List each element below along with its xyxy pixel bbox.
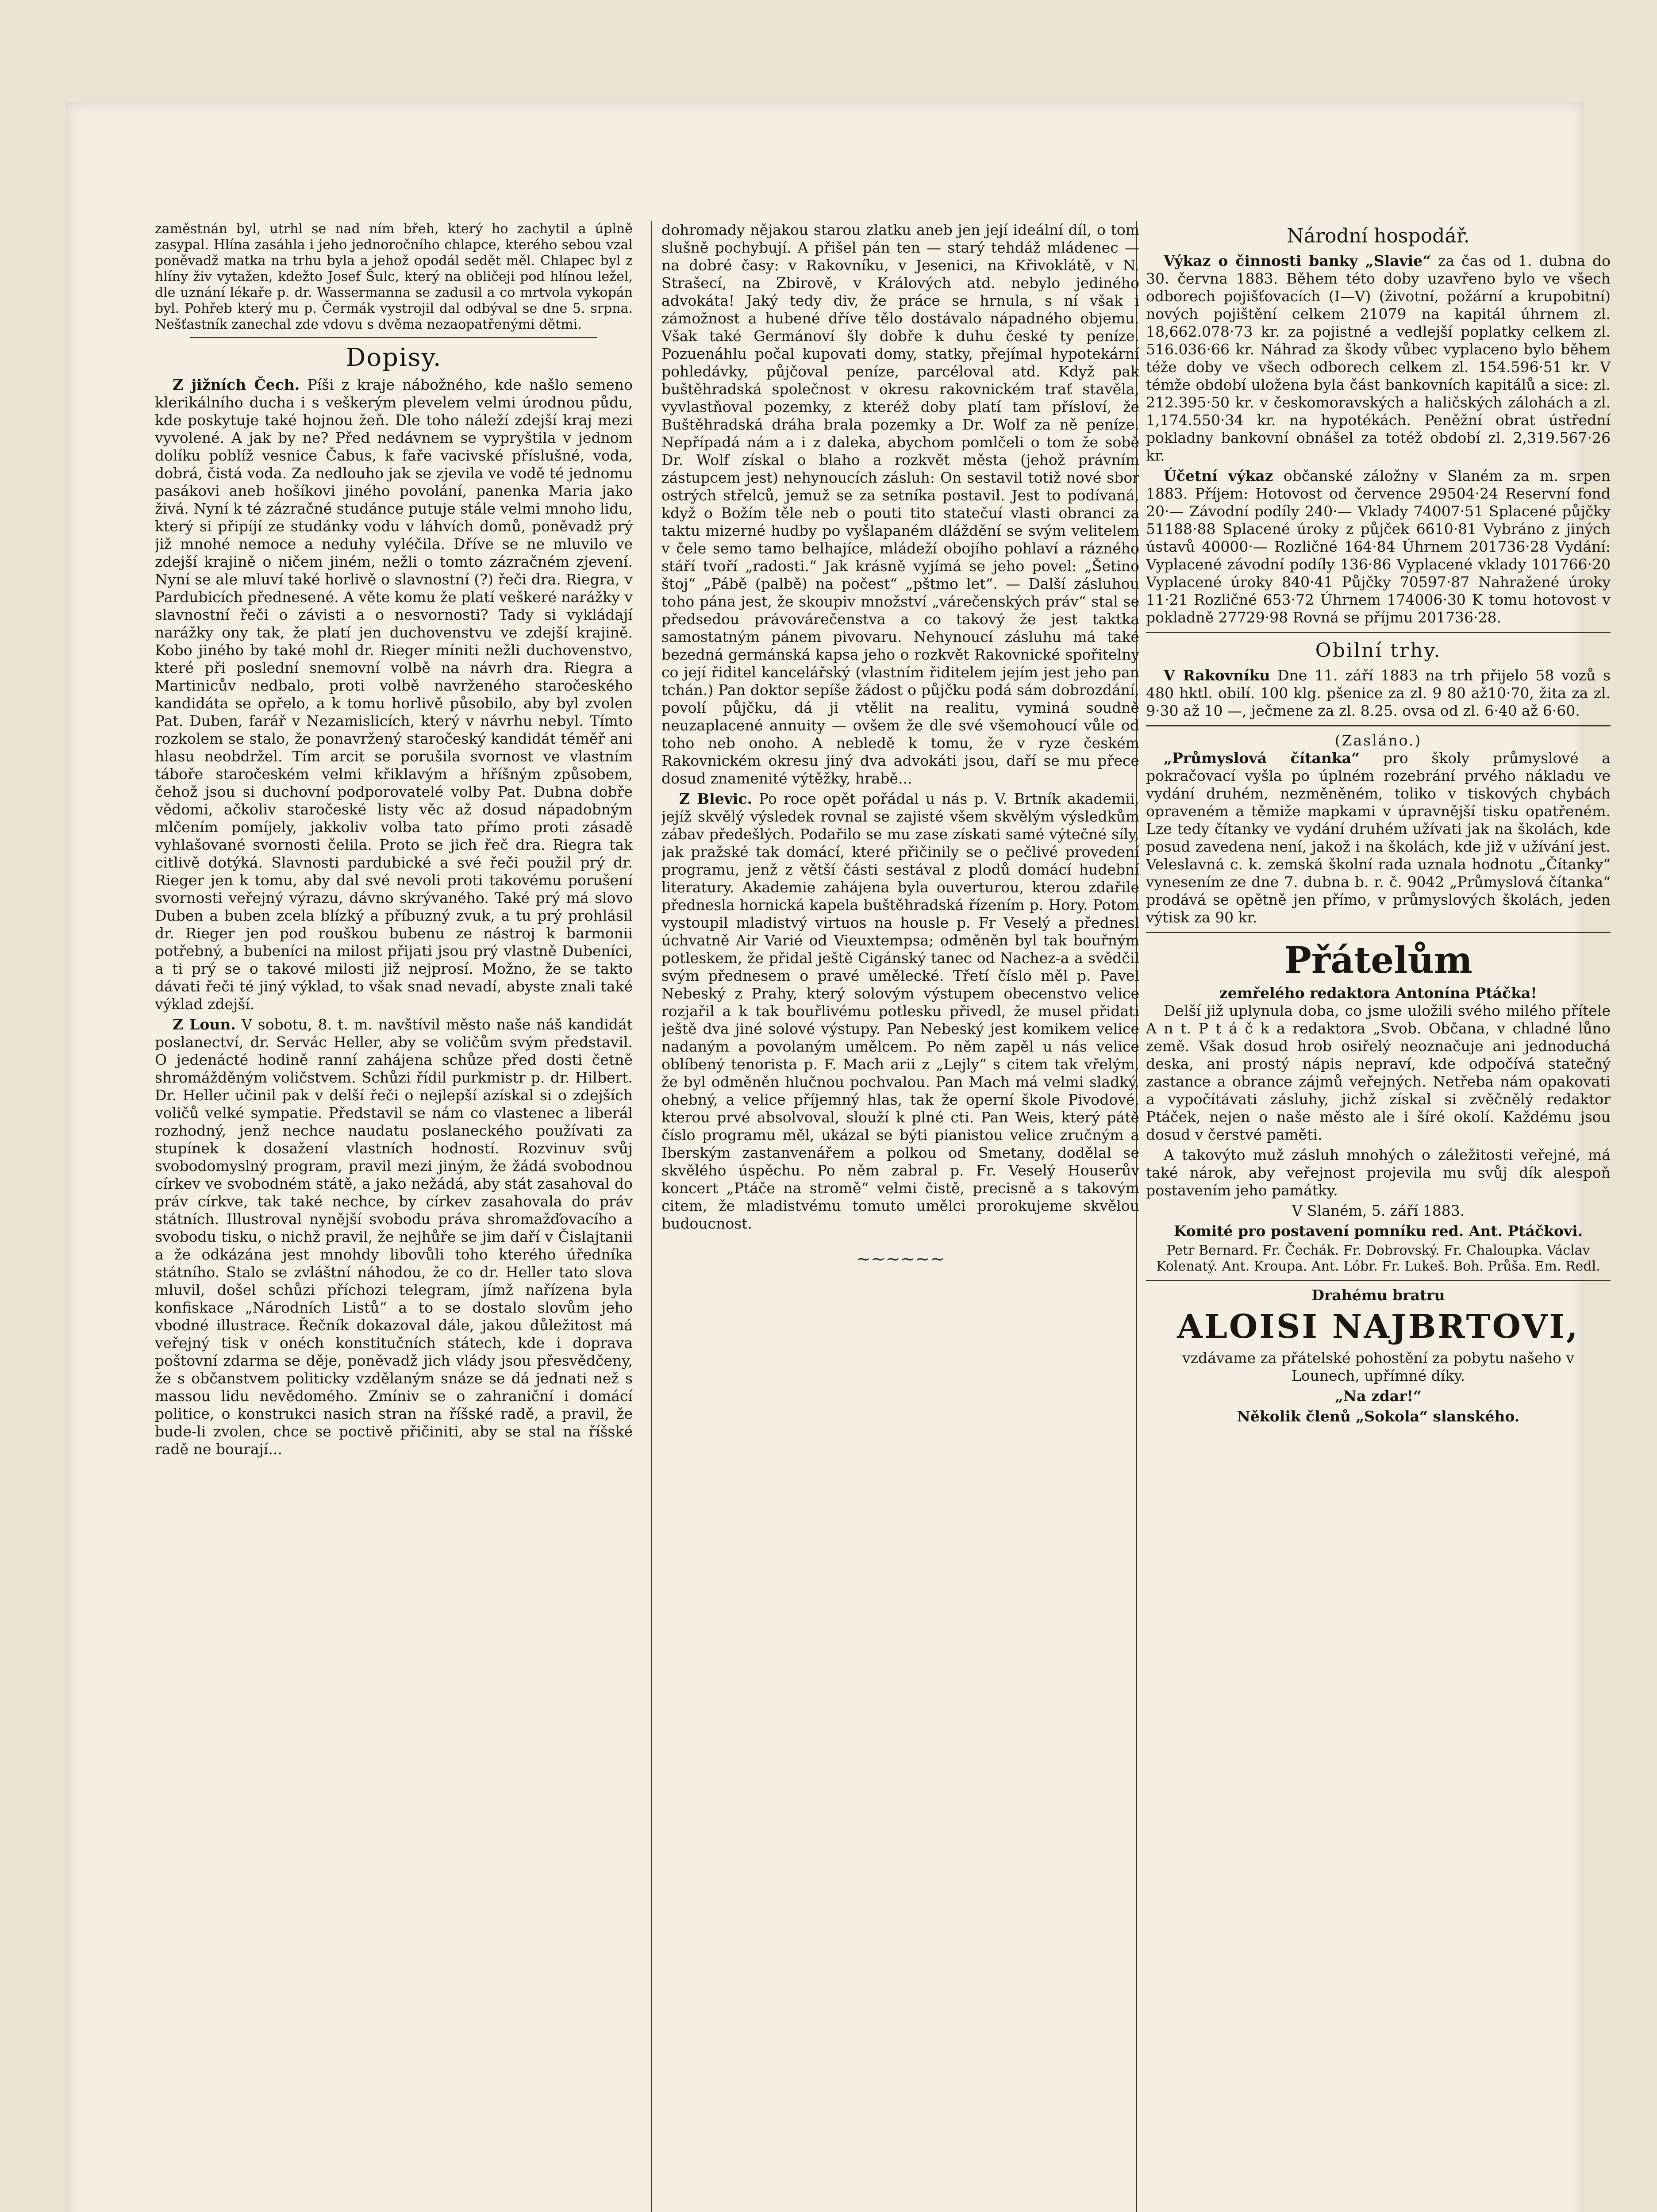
brother-name: ALOISI NAJBRTOVI, [1177,1308,1580,1346]
market-place: V Rakovníku [1164,667,1270,684]
section-heading-markets: Obilní trhy. [1315,639,1442,662]
letter-text: V sobotu, 8. t. m. navštívil město naše náš kandidát poslanectví, dr. Servác Heller, aby se voličům svým představil. O jedenácté hodině ranní zahájena schůze před dosti četně shromážděným voličstvem. Schůzi řídil purkmistr p. dr. Hilbert. Dr. Heller učinil pak v delší řeči o nejlepší azískal si o zdejších voličů velké sympatie. Představil se nám co vlastenec a liberál rozhodný, jenž nechce naudatu poslaneckého používati za stupínek k dosažení vlastních hodností. Rozvinuv svůj svobodomyslný program, pravil mezi jiným, že žádá svobodnou církev ve svobodném státě, a jako nežádá, aby stát zasahoval do práv církve, tak také nechce, by církev zasahovala do práv státních. Illustroval nynější svobodu práva shromažďovacího a svobodu tisku, o nichž pravil, že nejhůře se jim daří v Čislajtanii a že odkázána jest mnohdy libovůli toho kterého úředníka státního. Stalo se zvláštní náhodou, že co dr. Heller tato slova mluvil, došel schůzi příchozi telegram, jímž nařízena byla konfiskace „Národních Listů“ a to se dostalo slovům jeho vbodné illustrace. Řečník dokazoval dále, jakou důležitost má veřejný tisk v onéch konstitučních státech, kde i doprava poštovní zdarma se děje, poněvadž jich vlády jsou přesvědčeny, že s občanstvem politicky vzdělaným snáze se dá jednati než s massou lidu nevědomého. Zmíniv se o zahraniční i domácí politice, o konstrukci nasich stran na říšské radě, a pravil, že bude-li zvolen, chce se poctivě přičiniti, aby se stal na říšské radě ne bourají... [155,1016,633,1458]
divider [1146,725,1611,726]
sign-place: V Slaném, 5. září 1883. [1292,1202,1465,1219]
column-rule [651,221,652,2212]
rakovnik-continuation: dohromady nějakou starou zlatku aneb jen její ideální díl, o tom slušně pochybují. A přišel pán ten — starý tehdáž mládenec — na dobré časy: v Rakovníku, v Jesenici, na Křivoklátě, v N. Strašecí, na Zbirově, v Králových atd. nebylo jediného advokáta! Jaký tedy div, že práce se hrnula, s ní však i zámožnost a hubené dříve tělo dostávalo nápadného objemu. Však také Germánoví šly dobře k duhu české ty peníze. Pozuenáhlu počal kupovati domy, statky, přejímal hypotekární pohledávky, půjčoval peníze, parcéloval atd. Když pak buštěhradská společnost v okresu rakovnickém trať stavěla, vyvlastňoval pozemky, z kteréž doby platí tam přísloví, že Buštěhradská dráha brala pozemky a Dr. Wolf za ně peníze. Nepřípadá nám a i z daleka, abychom pomlčeli o tom že sobě Dr. Wolf získal o blaho a rozkvět města (jehož právním zástupcem jest) nehynoucích zásluh: On sestavil totiž nové sbor ostrých střelců, jemuž se za setníka postavil. Jest to podívaná, když o Božím těle neb o pouti tito statečuí vlasti obranci za taktu mizerné hudby po vyšlapaném dláždění se svým velitelem v čele semo tamo belhajíce, mládeží obojího pohlaví a rázného stáří tvoří „radosti.“ Jak krásně vyjímá se jeho povel: „Šetino štoj“ „Pábě (palbě) na počest“ „pštmo let“. — Další zásluhou toho pána jest, že skoupiv množství „várečenských práv“ stal se předsedou právovárečenstva a co takový že jest taktka samostatným pánem pivovaru. Nehynoucí zásluhu má také bezedná germánská kapsa jeho o rozkvět Rakovnické spořitelny co její řiditel kancelářský (vlastním řiditelem jejím jest jeho pan tchán.) Pan doktor sepíše žádost o půjčku podá sám dobrozdání, povolí půjčku, dá ji vtělit na realitu, vyminá soudně neuzaplacené annuity — ovšem že dle své všemohoucí vůle od toho neb onoho. A nebledě k tomu, že v ryze českém Rakovnickém okresu jiný dva advokáti jsou, daří se mu přece dosud znamenité výtěžky, hrabě... [661,221,1139,787]
savings-report [1146,467,1611,626]
notice-text: pro školy průmyslové a pokračovací vyšla po úplném rozebrání prvého nákladu ve vydání druhém, nezměněném, toliko v tiskových chybách opraveném a těmiže mapkami v úpravnější tisku opatřeném. Lze tedy čítanky ve vydání druhém užívati jak na školách, kde posud zavedena není, jakož i na školách, kde již v užívání jest. Veleslavná c. k. zemská školní rada uznala hodnotu „Čítanky“ vynesením ze dne 7. dubna b. r. č. 9042 „Průmyslová čítanka“ prodává se opětně jen přímo, v průmyslových školách, jeden výtisk za 90 kr. [1146,749,1611,926]
report-text: za čas od 1. dubna do 30. června 1883. Během této doby uzavřeno bylo ve všech odborech pojišťovacích (I—V) (životní, požární a krupobitní) nových pojištění celkem 21079 na kapitál úhrnem zl. 18,662.078·73 kr. za pojistné a vedlejší poplatky celkem zl. 516.036·66 kr. Náhrad za škody vůbec vyplaceno bylo během téže doby ve všech odborech celkem zl. 154.596·51 kr. V témže období uložena byla část bankovních kapitálů a sice: zl. 212.395·50 kr. v českomoravských a haličských zálohách a zl. 1,174.550·34 kr. na hypotékách. Peněžní obrat ústřední pokladny bankovní obnášel za totéž období zl. 2,319.567·26 kr. [1146,252,1611,464]
friends-subheading: zemřelého redaktora Antonína Ptáčka! [1219,984,1537,1002]
column-1 [155,221,633,2212]
committee-members: Petr Bernard. Fr. Čechák. Fr. Dobrovský. Fr. Chaloupka. Václav Kolenatý. Ant. Kroupa. Ant. Lóbr. Fr. Lukeš. Boh. Průša. Em. Redl. [1156,1243,1600,1274]
farewell-text: vzdávame za přátelské pohostění za pobytu našeho v Lounech, upřímné díky. [1182,1349,1574,1384]
letter-louny [155,1016,633,1458]
newspaper-page [66,102,1611,2212]
market-report [1146,667,1611,720]
dear-brother: Drahému bratru [1311,1286,1445,1304]
divider [1146,1280,1611,1281]
section-heading-letters: Dopisy. [346,343,442,372]
column-2 [661,221,1139,2212]
notice-title: „Průmyslová čítanka“ [1164,749,1360,767]
reader-notice [1146,749,1611,926]
friends-heading: Přátelům [1284,939,1472,982]
bank-report [1146,252,1611,465]
dateline: Z Loun. [173,1016,236,1033]
accident-report: zaměstnán byl, utrhl se nad ním břeh, který ho zachytil a úplně zasypal. Hlína zasáhla i jeho jednoročního chlapce, kterého sebou vzal poněvadž matka na trhu byla a jehož opodál sedět měl. Chlapec byl z hlíny živ vytažen, kdežto Josef Šulc, který na obličeji pod hlínou ležel, dle uznání lékaře p. dr. Wassermanna se zadusil a co mrtvola vykopán byl. Pohřeb který mu p. Čermák vystrojil dal odbýval se dne 5. srpna. Nešťastník zanechal zde vdovu s dvěma nezaopatřenými dětmi. [155,221,633,332]
zaslano-label: (Zasláno.) [1334,732,1422,749]
divider [1146,932,1611,933]
market-text: Dne 11. září 1883 na trh přijelo 58 vozů s 480 hktl. obilí. 100 klg. pšenice za zl. 9 80 až10·70, žita za zl. 9·30 až 10 —, ječmene za zl. 8.25. ovsa od zl. 6·40 až 6·60. [1146,667,1611,719]
committee-name: Komité pro postavení pomníku red. Ant. Ptáčkovi. [1173,1222,1583,1240]
letter-text: Píši z kraje nábožného, kde našlo semeno klerikálního ducha i s veškerým plevelem velmi úrodnou půdu, kde poskytuje také hojnou žeň. Dle toho náleží zdejší kraj mezi vyvolené. A jak by ne? Před nedávnem se vypryštila v jednom dolíku poblíž vesnice Čabus, k faře vacivské příslušné, voda, dobrá, čistá voda. Za nedlouho jak se zjevila ve vodě té jednomu pasákovi aneb hošíkovi jiného povolání, panenka Maria jako živá. Nyní k té zázračné studánce putuje stále velmi mnoho lidu, který si připíjí ze studánky vodu v láhvích domů, poněvadž prý již mnohé nemoce a neduhy vyléčila. Dříve se ne mluvilo ve zdejší krajině o ničem jiném, nežli o tomto zázračném zjevení. Nyní se ale mluví také horlivě o slavnostní (?) řeči dra. Riegra, v Pardubicích přednesené. A věte komu že platí veškeré narážky v slavnostní řeči o závisti a o nesvornosti? Tady si vykládají narážky ony tak, že platí jen duchovenstvu ve zdejší krajině. Kobo jiného by také mohl dr. Rieger míniti nežli duchovenstvo, které při poslední snemovní volbě na návrh dra. Riegra a Martinicův nedbalo, proti volbě navrženého staročeského kandidáta se opřelo, a k tomu horlivě působilo, aby byl zvolen Pat. Duben, farář v Nezamislicích, který v návrhu nebyl. Tímto rozkolem se stalo, že ponavržený staročeský kandidát téměř ani hlasu neobdržel. Tím arcit se porušila svornost ve vlastním táboře staročeském velmi křiklavým a hříšným způsobem, čehož jsou si duchovní podporovatelé volby Pat. Dubna dobře vědomi, ačkoliv staročeské listy věc až dosud nápadobným mlčením pomíjely, jakkoliv volba tato přímo proti zásadě vyhlašované svornosti čelila. Proto se jich řeč dra. Riegra tak citlivě dotýká. Slavnosti pardubické a své řeči použil prý dr. Rieger jen k tomu, aby dal své nevoli proti takovému porušení svornosti veřejný výrazu, dávno skrývaného. Také prý má slovo Duben a buben zcela blízký a příbuzný zvuk, a tu prý prohlásil dr. Rieger jen pod rouškou bubenu ze nástroj k barmonii potřebný, a bubeníci na milost přijati jsou prý vlastně Dubeníci, a ti prý se o takové milosti již nejprosí. Možno, že se takto dávati řeči té jiný výklad, to však snad nevadí, abyste znali také výklad zdejší. [155,376,633,1013]
column-3 [1146,221,1611,2212]
divider [1146,632,1611,633]
letter-blevice [661,790,1139,1233]
dateline: Z jižních Čech. [173,376,300,393]
signature: Několik členů „Sokola“ slanského. [1237,1408,1520,1425]
end-ornament: ~~~~~~ [856,1249,945,1269]
friends-appeal-2: A takovýto muž zásluh mnohých o záležitosti veřejné, má také nárok, aby veřejnost projevila mu svůj dík alespoň postavením jeho památky. [1146,1146,1611,1199]
friends-appeal: Delší již uplynula doba, co jsme uložili svého milého přítele A n t. P t á č k a redaktora „Svob. Občana, v chladné lůno země. Však dosud hrob osiřelý neoznačuje ani jednoduchá deska, ani prostý nápis nepraví, kde odpočívá statečný zastance a obrance zájmů veřejných. Netřeba nám opakovati a vypočítávati zásluhy, jichž získal si zvěčnělý redaktor Ptáček, nejen o naše město ale i šíré okolí. Každému jsou dosud v čerstvé paměti. [1146,1002,1611,1143]
letter-south-bohemia [155,376,633,1013]
dateline: Z Blevic. [679,790,752,807]
report-title: Výkaz o činnosti banky „Slavie“ [1164,252,1431,269]
section-heading-economy: Národní hospodář. [1287,225,1470,247]
nazdar-text: „Na zdar!“ [1334,1387,1422,1405]
divider [190,337,597,338]
report-title: Účetní výkaz [1164,467,1273,484]
letter-text: Po roce opět pořádal u nás p. V. Brtník akademii, jejíž skvělý výsledek rovnal se zajisté všem skvělým výsledkům zábav předešlých. Podařilo se mu zase získati samé výtečné síly, jak pražské tak domácí, které přičinily se o pečlivé provedení programu, jenž z větší části sestával z plodů domácí hudební literatury. Akademie zahájena byla ouverturou, kterou zdařile přednesla hornická kapela buštěhradská řízením p. Hory. Potom vystoupil mladistvý virtuos na housle p. Fr Veselý a přednesl úchvatně Air Varié od Vieuxtempsa; odměněn byl tak bouřným potleskem, že přidal ještě Cigánský tanec od Nachez-a a svědčil svým přednesem o pravé umělecké. Třetí číslo měl p. Pavel Nebeský z Prahy, který solovým výstupem obecenstvo velice rozjařil a k tak bouřlivému potlesku přivedl, že musel přidati ještě dva jiné solové výstupy. Pan Nebeský jest komikem velice nadaným a povolaným umělcem. Po něm zapěl u nás velice oblíbený tenorista p. F. Mach arii z „Lejly“ s citem tak vřelým, že byl odměněn hlučnou pochvalou. Pan Mach má velmi sladký, ohebný, a velice příjemný hlas, tak že operní škole Pivodové, kterou prvé absolvoval, slouží k plné cti. Pan Weis, který pátě číslo programu měl, ukázal se býti pianistou velice zručným a Iberským zastanvenářem a polkou od Smetany, dodělal se skvělého úspěchu. Po něm zabral p. Fr. Veselý Houserův koncert „Ptáče na stromě“ velmi čistě, precisně a s takovým citem, že mladistvému tomuto umělci prorokujeme skvělou budoucnost. [661,790,1139,1232]
report-text: občanské záložny v Slaném za m. srpen 1883. Příjem: Hotovost od července 29504·24 Reservní fond 20·— Závodní podíly 240·— Vklady 74007·51 Splacené půjčky 51188·88 Splacené úroky z půjček 6610·81 Vybráno z jiných ústavů 40000·— Rozličné 164·84 Úhrnem 201736·28 Vydání: Vyplacené závodní podíly 136·86 Vyplacené vklady 101766·20 Vyplacené úroky 840·41 Půjčky 70597·87 Nahražené úroky 11·21 Rozličné 653·72 Úhrnem 174006·30 K tomu hotovost v pokladně 27729·98 Rovná se příjmu 201736·28. [1146,467,1611,626]
